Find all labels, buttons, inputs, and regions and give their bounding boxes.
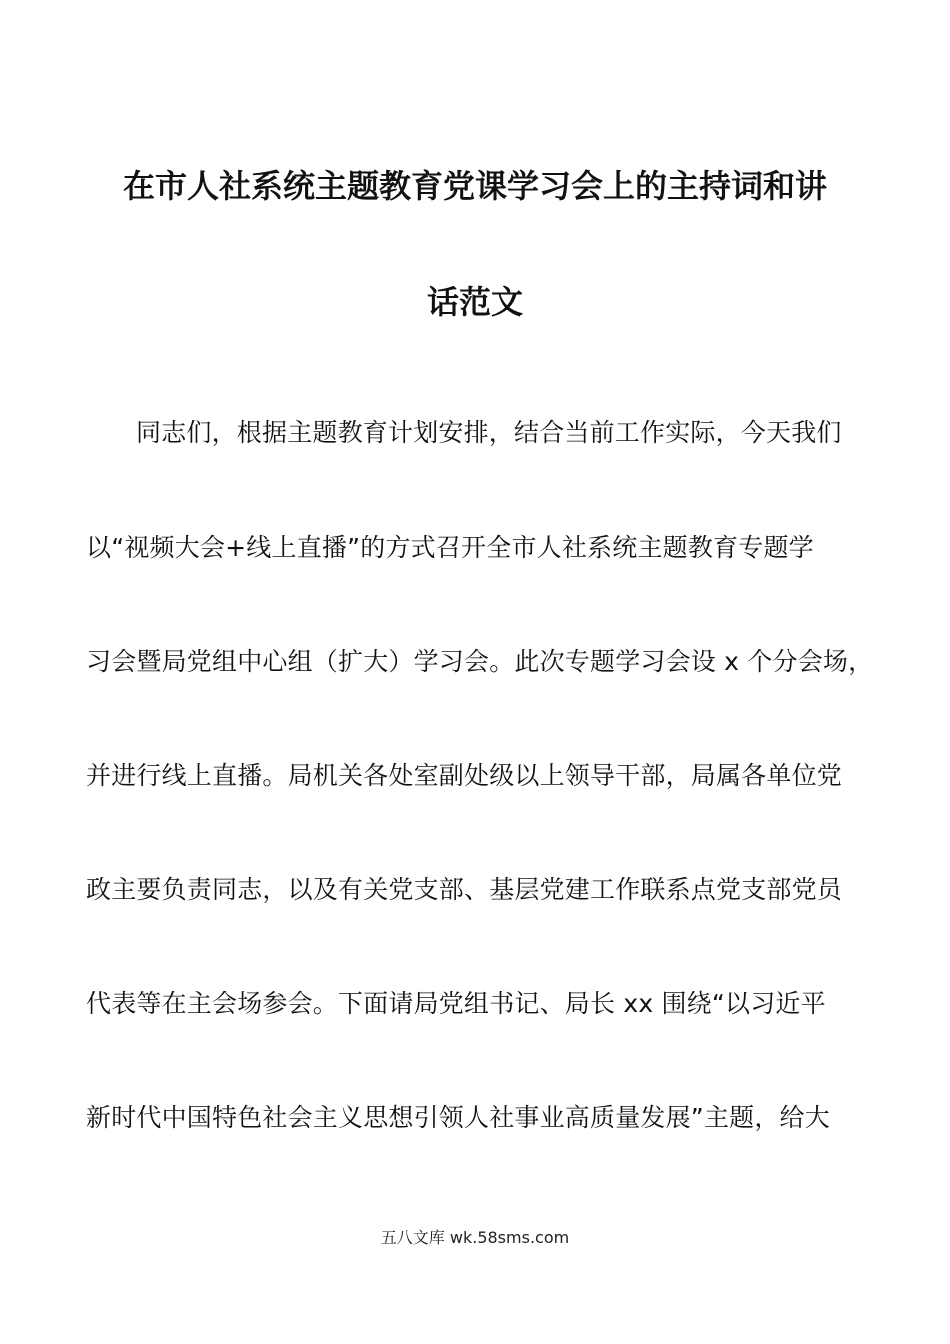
document-title-line-2: 话范文	[426, 283, 523, 321]
document-title-line-1: 在市人社系统主题教育党课学习会上的主持词和讲	[122, 167, 827, 205]
paragraph-line-3: 习会暨局党组中心组（扩大）学习会。此次专题学习会设 x 个分会场，	[86, 647, 874, 676]
paragraph-line-5: 政主要负责同志，以及有关党支部、基层党建工作联系点党支部党员	[86, 875, 843, 904]
paragraph-line-2: 以“视频大会+线上直播”的方式召开全市人社系统主题教育专题学	[86, 533, 814, 562]
page-footer-watermark: 五八文库 wk.58sms.com	[380, 1228, 570, 1247]
paragraph-line-4: 并进行线上直播。局机关各处室副处级以上领导干部，局属各单位党	[86, 761, 843, 790]
paragraph-line-6: 代表等在主会场参会。下面请局党组书记、局长 xx 围绕“以习近平	[86, 989, 826, 1018]
paragraph-line-1: 同志们，根据主题教育计划安排，结合当前工作实际，今天我们	[136, 418, 842, 447]
paragraph-line-7: 新时代中国特色社会主义思想引领人社事业高质量发展”主题，给大	[86, 1103, 830, 1132]
